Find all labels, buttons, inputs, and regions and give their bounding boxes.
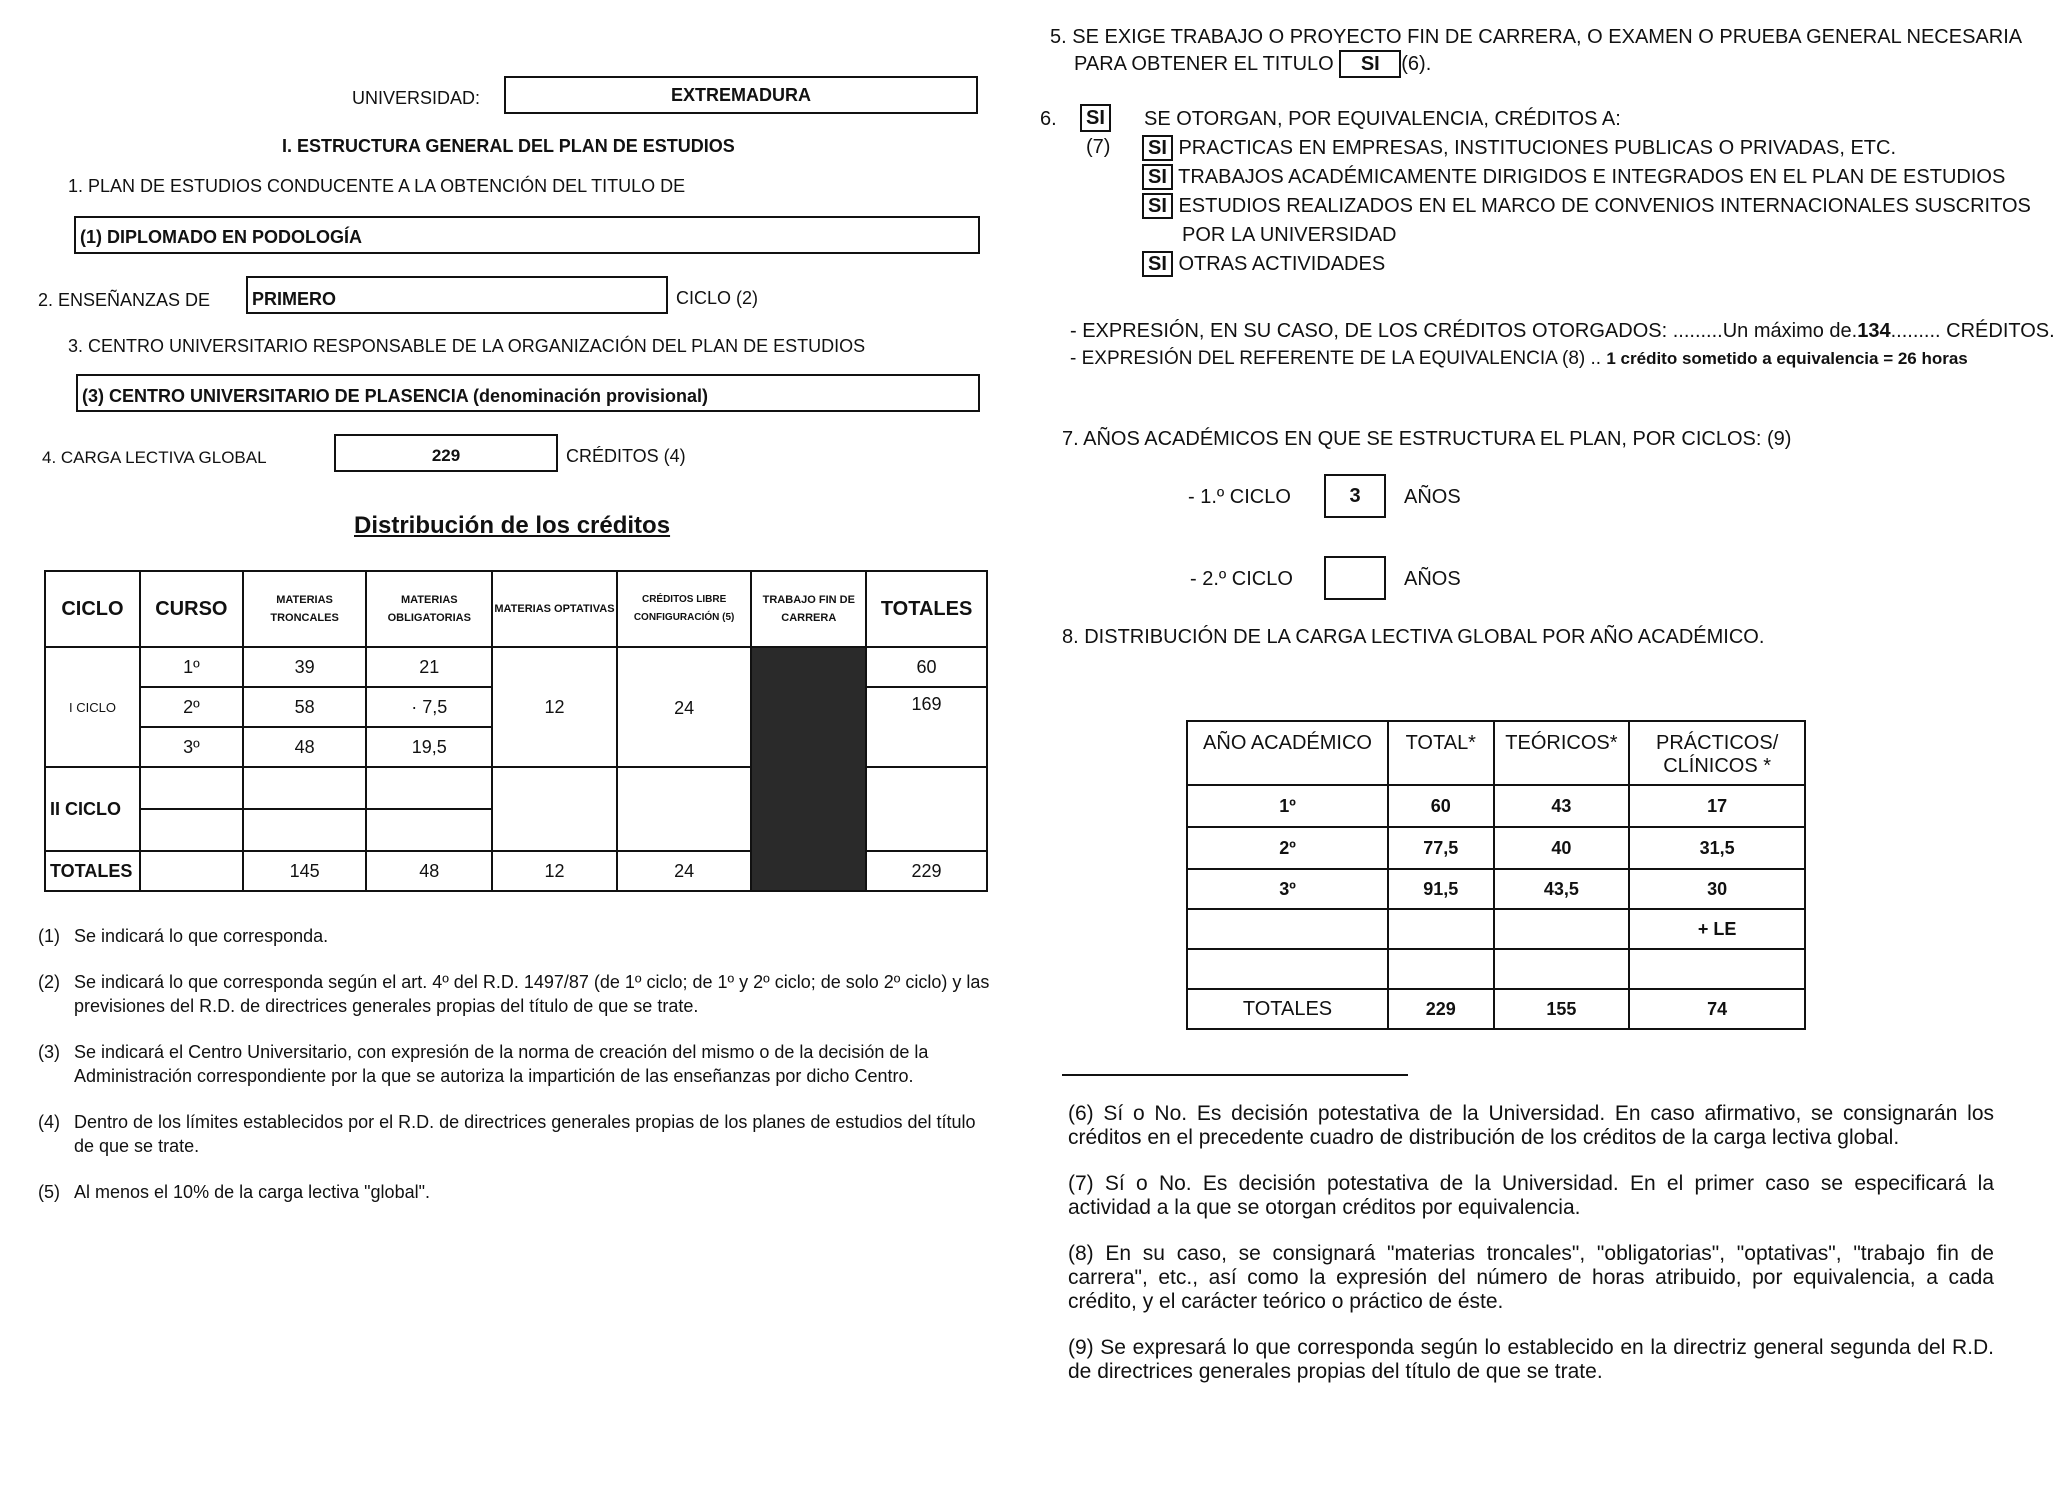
option-row bbox=[1142, 192, 2031, 221]
practicos-cell: + LE bbox=[1629, 909, 1805, 949]
total-cell bbox=[1388, 909, 1494, 949]
carga-value: 229 bbox=[431, 446, 461, 465]
titulo-value: (1) DIPLOMADO EN PODOLOGÍA bbox=[80, 227, 363, 247]
libre-cell bbox=[617, 767, 752, 851]
total-cell: 77,5 bbox=[1388, 827, 1494, 869]
curso-cell: 3º bbox=[140, 727, 243, 767]
curso-cell bbox=[140, 851, 243, 891]
ciclo1-years-field bbox=[1324, 474, 1386, 518]
option-row bbox=[1142, 221, 2031, 250]
ciclo1-label: - 1.º CICLO bbox=[1188, 486, 1291, 508]
optativas-total: 12 bbox=[492, 851, 617, 891]
option-value: SI bbox=[1142, 135, 1173, 161]
item5-line2: PARA OBTENER EL TITULO bbox=[1074, 53, 1334, 75]
ciclo2-cell: II CICLO bbox=[45, 767, 140, 851]
dist-table bbox=[44, 570, 988, 892]
option-value: SI bbox=[1142, 251, 1173, 277]
libre-total: 24 bbox=[617, 851, 752, 891]
section-title: I. ESTRUCTURA GENERAL DEL PLAN DE ESTUDIOS bbox=[282, 136, 735, 156]
note-number: (1) bbox=[38, 926, 60, 946]
item3-label: 3. CENTRO UNIVERSITARIO RESPONSABLE DE LA ORGANIZACIÓN DEL PLAN DE ESTUDIOS bbox=[68, 336, 866, 356]
total-cell bbox=[866, 767, 987, 851]
item6-num: 6. bbox=[1040, 108, 1057, 130]
note bbox=[38, 1040, 998, 1088]
option-text: ESTUDIOS REALIZADOS EN EL MARCO DE CONVENIOS INTERNACIONALES SUSCRITOS bbox=[1178, 195, 2031, 217]
ano-cell: 3º bbox=[1187, 869, 1388, 909]
universidad-field bbox=[504, 76, 978, 114]
obligatorias-cell bbox=[366, 809, 492, 851]
obligatorias-cell bbox=[366, 767, 492, 809]
troncales-cell: 48 bbox=[243, 727, 367, 767]
total-cell: 169 bbox=[866, 687, 987, 767]
option-row bbox=[1142, 250, 2031, 279]
item4-suffix: CRÉDITOS (4) bbox=[566, 446, 686, 466]
note bbox=[38, 970, 998, 1018]
total-cell: 60 bbox=[1388, 785, 1494, 827]
notes-left bbox=[38, 924, 998, 1204]
centro-value: (3) CENTRO UNIVERSITARIO DE PLASENCIA (denominación provisional) bbox=[82, 386, 709, 406]
note: (9) Se expresará lo que corresponda según lo establecido en la directriz general segunda del R.D. de directrices generales propias del título de que se trate. bbox=[1068, 1336, 1994, 1383]
practicos-cell: 31,5 bbox=[1629, 827, 1805, 869]
note bbox=[38, 1110, 998, 1158]
practicos-cell: 30 bbox=[1629, 869, 1805, 909]
teoricos-cell bbox=[1494, 949, 1630, 989]
option-text: OTRAS ACTIVIDADES bbox=[1178, 253, 1386, 275]
note-number: (2) bbox=[38, 972, 60, 992]
note bbox=[38, 924, 998, 948]
header-obligatorias: MATERIAS OBLIGATORIAS bbox=[366, 571, 492, 647]
curso-cell bbox=[140, 809, 243, 851]
header-troncales: MATERIAS TRONCALES bbox=[243, 571, 367, 647]
carga-table bbox=[1186, 720, 1806, 1030]
ciclo1-cell: I CICLO bbox=[45, 647, 140, 767]
item5-line2-row bbox=[1074, 50, 1431, 78]
expr2 bbox=[1070, 348, 1968, 370]
ciclo-value: PRIMERO bbox=[252, 289, 337, 309]
obligatorias-cell: 21 bbox=[366, 647, 492, 687]
note-number: (3) bbox=[38, 1042, 60, 1062]
option-text: POR LA UNIVERSIDAD bbox=[1182, 224, 1397, 246]
total-cell bbox=[1388, 949, 1494, 989]
header-trabajo: TRABAJO FIN DE CARRERA bbox=[751, 571, 866, 647]
ciclo2-years-field bbox=[1324, 556, 1386, 600]
note bbox=[38, 1180, 998, 1204]
libre-cell: 24 bbox=[617, 647, 752, 767]
option-row bbox=[1142, 134, 2031, 163]
totales-label: TOTALES bbox=[45, 851, 140, 891]
grand-total: 229 bbox=[866, 851, 987, 891]
expr1-value: 134 bbox=[1857, 320, 1891, 342]
total-cell: 60 bbox=[866, 647, 987, 687]
teoricos-cell: 43 bbox=[1494, 785, 1630, 827]
ciclo1-years-value: 3 bbox=[1349, 485, 1361, 507]
header-teoricos: TEÓRICOS* bbox=[1494, 721, 1630, 785]
item2-suffix: CICLO (2) bbox=[676, 288, 759, 308]
obligatorias-cell: · 7,5 bbox=[366, 687, 492, 727]
obligatorias-total: 48 bbox=[366, 851, 492, 891]
note-text: Al menos el 10% de la carga lectiva "global". bbox=[74, 1182, 430, 1202]
practicos-cell: 74 bbox=[1629, 989, 1805, 1029]
curso-cell bbox=[140, 767, 243, 809]
troncales-cell bbox=[243, 767, 367, 809]
item6-value: SI bbox=[1080, 104, 1111, 132]
dist-title: Distribución de los créditos bbox=[354, 512, 671, 539]
option-row bbox=[1142, 163, 2031, 192]
expr1-text: - EXPRESIÓN, EN SU CASO, DE LOS CRÉDITOS OTORGADOS: .........Un máximo de. bbox=[1070, 320, 1858, 342]
item6-value-wrap bbox=[1080, 104, 1111, 132]
expr1-suffix: ......... CRÉDITOS. bbox=[1890, 320, 2055, 342]
note-text: Se indicará lo que corresponda según el art. 4º del R.D. 1497/87 (de 1º ciclo; de 1º y 2º ciclo; de solo 2º ciclo) y las previsiones del R.D. de directrices generales propias del título de que se trate. bbox=[74, 972, 990, 1016]
ciclo-field bbox=[246, 276, 668, 314]
universidad-value: EXTREMADURA bbox=[670, 85, 811, 105]
header-curso: CURSO bbox=[140, 571, 243, 647]
note-text: Se indicará lo que corresponda. bbox=[74, 926, 329, 946]
note-text: Se indicará el Centro Universitario, con expresión de la norma de creación del mismo o de la decisión de la Administración correspondiente por la que se autoriza la impartición de las enseñanzas por dicho Centro. bbox=[74, 1042, 929, 1086]
centro-field bbox=[76, 374, 980, 412]
item7-label: 7. AÑOS ACADÉMICOS EN QUE SE ESTRUCTURA EL PLAN, POR CICLOS: (9) bbox=[1062, 428, 1792, 450]
option-value: SI bbox=[1142, 193, 1173, 219]
teoricos-cell: 43,5 bbox=[1494, 869, 1630, 909]
universidad-label: UNIVERSIDAD: bbox=[352, 88, 481, 108]
practicos-cell: 17 bbox=[1629, 785, 1805, 827]
notes-right bbox=[1068, 1102, 1994, 1384]
troncales-cell: 58 bbox=[243, 687, 367, 727]
teoricos-cell: 40 bbox=[1494, 827, 1630, 869]
footnote-divider bbox=[1062, 1074, 1408, 1076]
item6-options bbox=[1142, 134, 2031, 279]
note-number: (5) bbox=[38, 1182, 60, 1202]
item4-label: 4. CARGA LECTIVA GLOBAL bbox=[42, 448, 267, 467]
expr1 bbox=[1070, 320, 2055, 343]
ciclo2-unit: AÑOS bbox=[1404, 568, 1461, 590]
ciclo1-unit: AÑOS bbox=[1404, 486, 1461, 508]
option-text: TRABAJOS ACADÉMICAMENTE DIRIGIDOS E INTEGRADOS EN EL PLAN DE ESTUDIOS bbox=[1178, 166, 2006, 188]
option-value: SI bbox=[1142, 164, 1173, 190]
teoricos-cell bbox=[1494, 909, 1630, 949]
item6-label: SE OTORGAN, POR EQUIVALENCIA, CRÉDITOS A: bbox=[1144, 108, 1621, 130]
header-practicos: PRÁCTICOS/ CLÍNICOS * bbox=[1629, 721, 1805, 785]
optativas-cell bbox=[492, 767, 617, 851]
header-totales: TOTALES bbox=[866, 571, 987, 647]
ano-cell bbox=[1187, 909, 1388, 949]
ano-cell: 1º bbox=[1187, 785, 1388, 827]
expr2-text: - EXPRESIÓN DEL REFERENTE DE LA EQUIVALENCIA (8) .. bbox=[1070, 348, 1607, 369]
header-total: TOTAL* bbox=[1388, 721, 1494, 785]
troncales-cell: 39 bbox=[243, 647, 367, 687]
ciclo2-label: - 2.º CICLO bbox=[1190, 568, 1293, 590]
header-libre: CRÉDITOS LIBRE CONFIGURACIÓN (5) bbox=[617, 571, 752, 647]
carga-field bbox=[334, 434, 558, 472]
teoricos-cell: 155 bbox=[1494, 989, 1630, 1029]
note-text: Dentro de los límites establecidos por el R.D. de directrices generales propias de los planes de estudios del título de que se trate. bbox=[74, 1112, 976, 1156]
curso-cell: 1º bbox=[140, 647, 243, 687]
troncales-total: 145 bbox=[243, 851, 367, 891]
optativas-cell: 12 bbox=[492, 647, 617, 767]
note: (6) Sí o No. Es decisión potestativa de la Universidad. En caso afirmativo, se consignarán los créditos en el precedente cuadro de distribución de los créditos de la carga lectiva global. bbox=[1068, 1102, 1994, 1149]
total-cell: 229 bbox=[1388, 989, 1494, 1029]
item5-value: SI bbox=[1339, 50, 1401, 78]
total-cell: 91,5 bbox=[1388, 869, 1494, 909]
option-text: PRACTICAS EN EMPRESAS, INSTITUCIONES PUBLICAS O PRIVADAS, ETC. bbox=[1178, 137, 1897, 159]
header-ciclo: CICLO bbox=[45, 571, 140, 647]
item6-ref: (7) bbox=[1086, 136, 1111, 158]
titulo-field bbox=[74, 216, 980, 254]
note-number: (4) bbox=[38, 1112, 60, 1132]
header-optativas: MATERIAS OPTATIVAS bbox=[492, 571, 617, 647]
item5-line1: 5. SE EXIGE TRABAJO O PROYECTO FIN DE CARRERA, O EXAMEN O PRUEBA GENERAL NECESARIA bbox=[1050, 26, 2023, 48]
ano-cell: 2º bbox=[1187, 827, 1388, 869]
item5-suffix: (6). bbox=[1401, 53, 1432, 75]
practicos-cell bbox=[1629, 949, 1805, 989]
note: (8) En su caso, se consignará "materias troncales", "obligatorias", "optativas", "trabajo fin de carrera", etc., así como la expresión del número de horas atribuido, por equivalencia, a cada crédito, y el carácter teórico o práctico de éste. bbox=[1068, 1242, 1994, 1313]
item2-label: 2. ENSEÑANZAS DE bbox=[38, 290, 211, 310]
ano-cell bbox=[1187, 949, 1388, 989]
totales-label: TOTALES bbox=[1187, 989, 1388, 1029]
item1-label: 1. PLAN DE ESTUDIOS CONDUCENTE A LA OBTENCIÓN DEL TITULO DE bbox=[68, 176, 686, 196]
obligatorias-cell: 19,5 bbox=[366, 727, 492, 767]
item8-label: 8. DISTRIBUCIÓN DE LA CARGA LECTIVA GLOBAL POR AÑO ACADÉMICO. bbox=[1062, 626, 1765, 648]
trabajo-shaded-cell bbox=[751, 647, 866, 891]
header-ano: AÑO ACADÉMICO bbox=[1187, 721, 1388, 785]
troncales-cell bbox=[243, 809, 367, 851]
curso-cell: 2º bbox=[140, 687, 243, 727]
note: (7) Sí o No. Es decisión potestativa de la Universidad. En el primer caso se especificará la actividad a la que se otorgan créditos por equivalencia. bbox=[1068, 1172, 1994, 1219]
expr2-value: 1 crédito sometido a equivalencia = 26 horas bbox=[1606, 349, 1968, 368]
